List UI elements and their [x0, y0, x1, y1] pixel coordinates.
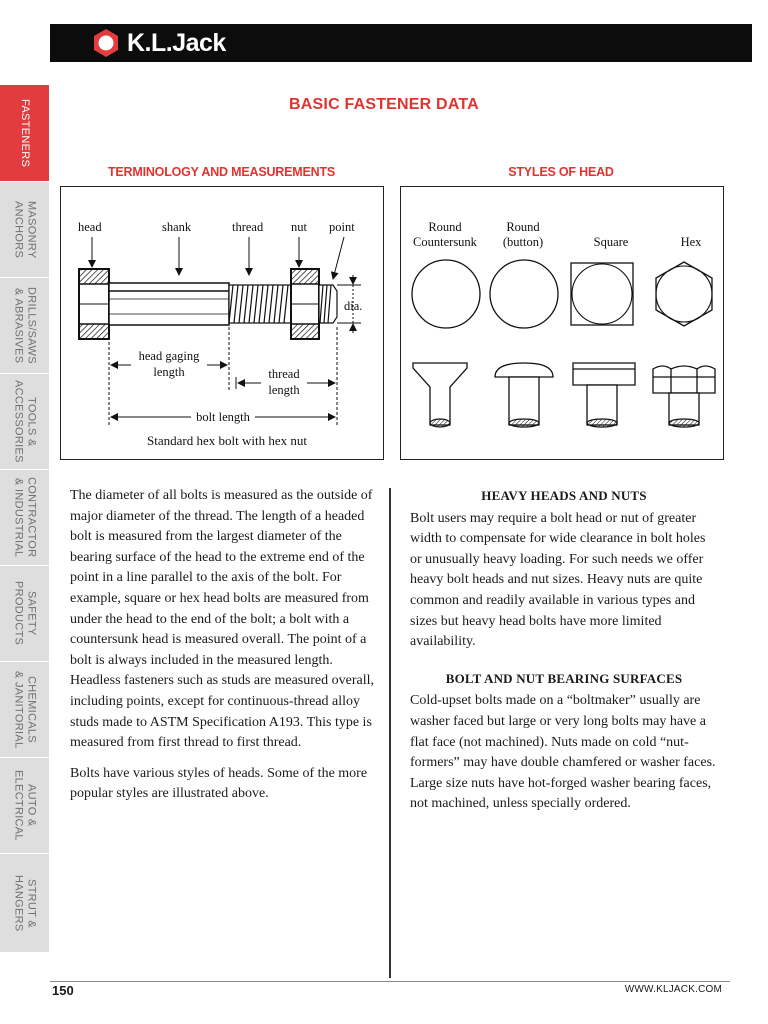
- page-number: 150: [52, 983, 74, 998]
- sidebar-tab-label: AUTO & ELECTRICAL: [12, 770, 38, 841]
- sidebar-tab-label: MASONRY ANCHORS: [12, 200, 38, 259]
- sidebar-tab-contractor[interactable]: [0, 470, 49, 566]
- sidebar-tab-label: SAFETY PRODUCTS: [12, 581, 38, 646]
- terminology-heading: TERMINOLOGY AND MEASUREMENTS: [107, 165, 336, 179]
- sidebar-tab-label: CONTRACTOR & INDUSTRIAL: [12, 477, 38, 558]
- styles-of-head-heading: STYLES OF HEAD: [508, 165, 614, 179]
- footer-rule: [50, 981, 730, 982]
- head-style-label: Hex: [680, 235, 702, 249]
- label-head: head: [78, 220, 102, 234]
- sidebar-tab-drills-saws[interactable]: [0, 278, 49, 374]
- sidebar-tab-label: CHEMICALS & JANITORIAL: [12, 670, 38, 749]
- sidebar-tab-chemicals[interactable]: [0, 662, 49, 758]
- head-style-label: (button): [502, 235, 544, 249]
- heavy-heads-text-column: [410, 486, 718, 825]
- measurement-text-column: [70, 486, 375, 815]
- bearing-surfaces-heading: BOLT AND NUT BEARING SURFACES: [445, 670, 683, 686]
- head-styles-illustration: [401, 187, 723, 459]
- diagram-caption: Standard hex bolt with hex nut: [147, 433, 307, 448]
- website-link[interactable]: WWW.KLJACK.COM: [624, 984, 722, 995]
- heavy-heads-heading: HEAVY HEADS AND NUTS: [481, 488, 647, 503]
- hex-side-icon: [653, 366, 715, 427]
- label-thread-length: thread: [268, 367, 300, 381]
- sidebar-tab-tools[interactable]: [0, 374, 49, 470]
- measurement-paragraph: The diameter of all bolts is measured as the outside of major diameter of the thread. The length of a headed bolt is measured from the largest diameter of the bearing surface of the head to the extreme end of the point in a line parallel to the axis of the bolt. For example, square or hex head bolts are measured from under the head to the end of the bolt; a bolt with a countersunk head is measured overall. The point of a bolt is always included in the measured length. Headless fasteners such as studs are measured overall, including points, except for continuous-thread alloy studs made to ASTM Specification A193. This type is measured from first thread to first thread.: [70, 488, 375, 751]
- head-style-label: Round: [506, 220, 540, 234]
- round-countersunk-side-icon: [413, 363, 467, 427]
- label-point: point: [329, 220, 355, 234]
- round-button-top-icon: [490, 260, 558, 328]
- sidebar-tab-masonry-anchors[interactable]: [0, 182, 49, 278]
- label-dia: dia.: [344, 299, 363, 313]
- heavy-heads-paragraph: Bolt users may require a bolt head or nut of greater width to compensate for wide clearance in bolt holes or unusually heavy loading. For such needs we offer heavy bolt heads and nut sizes. Heavy nuts are quite common and readily available in various types and sizes but heavy head bolts have more limited availability.: [410, 510, 706, 650]
- head-style-label: Countersunk: [413, 235, 477, 249]
- label-thread: thread: [232, 220, 264, 234]
- hex-top-icon: [656, 262, 712, 326]
- header-bar: [50, 24, 752, 62]
- label-thread-length-2: length: [268, 383, 300, 397]
- hex-bolt-illustration: [61, 187, 383, 459]
- bearing-surfaces-paragraph: Cold-upset bolts made on a “boltmaker” usually are washer faced but large or very long bolts may have a flat face (not machined). Nuts made on cold “nut-formers” may have double chamfered or washer faces. Large size nuts have hot-forged washer bearing faces, not machined, unless specially ordered.: [410, 693, 716, 812]
- brand-logo[interactable]: [91, 28, 226, 58]
- brand-name: K.L.Jack: [127, 28, 226, 57]
- head-style-label: Square: [593, 235, 629, 249]
- label-shank: shank: [162, 220, 192, 234]
- sidebar-tab-safety[interactable]: [0, 566, 49, 662]
- page-title: BASIC FASTENER DATA: [289, 96, 479, 113]
- square-top-icon: [571, 263, 633, 325]
- sidebar-tab-label: DRILLS/SAWS & ABRASIVES: [12, 287, 38, 364]
- round-button-side-icon: [495, 363, 553, 427]
- label-head-gaging-length: length: [153, 365, 185, 379]
- sidebar-tab-label: FASTENERS: [19, 98, 31, 168]
- bolt-terminology-diagram: [60, 186, 384, 460]
- hexagon-logo-icon: [91, 28, 121, 58]
- sidebar-tab-strut-hangers[interactable]: [0, 854, 49, 953]
- label-head-gaging: head gaging: [138, 349, 200, 363]
- label-nut: nut: [291, 220, 307, 234]
- round-countersunk-top-icon: [412, 260, 480, 328]
- head-style-label: Round: [428, 220, 462, 234]
- styles-of-head-diagram: [400, 186, 724, 460]
- sidebar-tab-label: STRUT & HANGERS: [12, 874, 38, 932]
- square-side-icon: [573, 363, 635, 427]
- column-divider: [389, 488, 391, 978]
- sidebar-tab-label: TOOLS & ACCESSORIES: [12, 380, 38, 463]
- head-styles-paragraph: Bolts have various styles of heads. Some of the more popular styles are illustrated above.: [70, 765, 368, 802]
- sidebar-tab-auto-electrical[interactable]: [0, 758, 49, 854]
- label-bolt-length: bolt length: [196, 410, 250, 424]
